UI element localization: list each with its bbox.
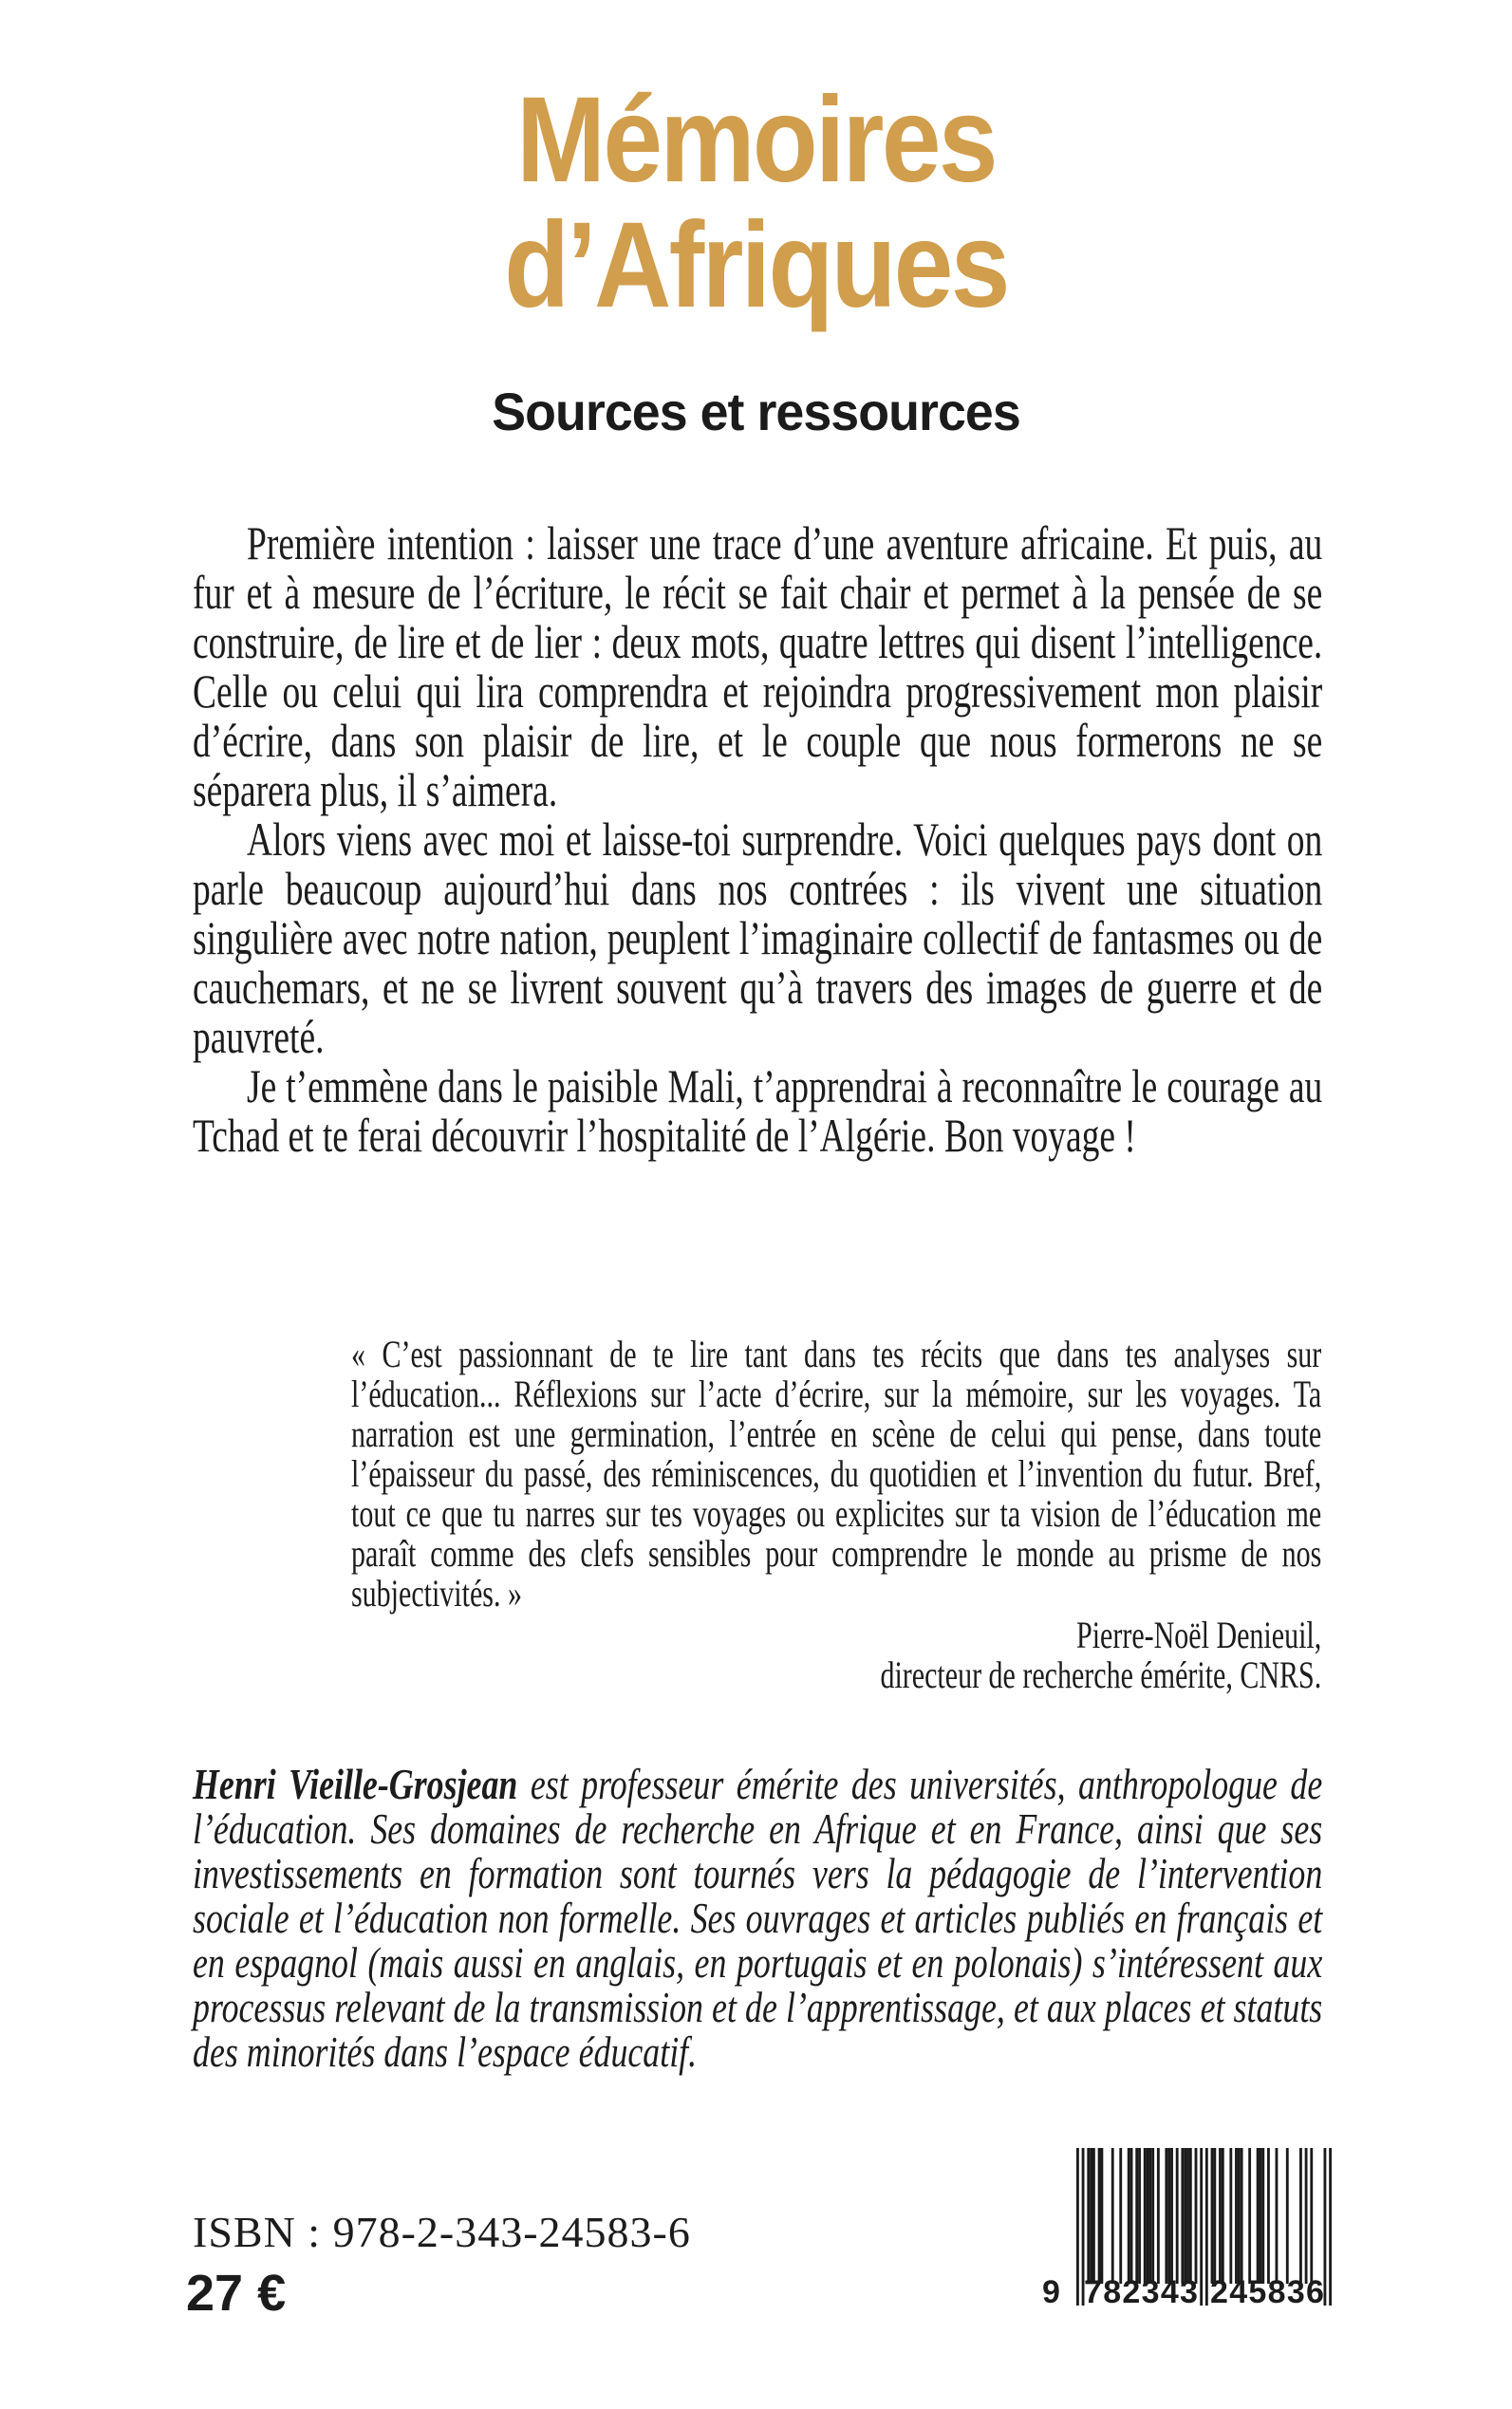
barcode-digit: 4 <box>1229 2274 1248 2310</box>
synopsis <box>193 518 1322 1160</box>
author-bio <box>193 1762 1322 2074</box>
review-quote <box>351 1335 1321 1695</box>
barcode-digit: 2 <box>1210 2274 1228 2310</box>
barcode-digit: 3 <box>1286 2274 1305 2310</box>
quote-attribution <box>351 1615 1321 1695</box>
title-line-2: d’Afriques <box>504 197 1008 333</box>
quote-attribution-name: Pierre-Noël Denieuil, <box>1076 1614 1322 1656</box>
synopsis-paragraph-1: Première intention : laisser une trace d’une aventure africaine. Et puis, au fur et à mesure de l’écriture, le récit se fait chair et permet à la pensée de se construire, de lire et de lier : deux mots, quatre lettres qui disent l’intelligence. Celle ou celui qui lira comprendra et rejoindra progressivement mon plaisir d’écrire, dans son plaisir de lire, et le couple que nous formerons ne se séparera plus, il s’aimera. <box>193 516 1323 816</box>
barcode-digit: 2 <box>1122 2274 1141 2310</box>
synopsis-paragraph-3: Je t’emmène dans le paisible Mali, t’apprendrai à reconnaître le courage au Tchad et te ferai découvrir l’hospitalité de l’Algérie. Bon voyage ! <box>193 1059 1323 1162</box>
author-bio-text: est professeur émérite des universités, anthropologue de l’éducation. Ses domaines de recherche en Afrique et en France, ainsi que ses investissements en formation sont tournés vers la pédagogie de l’intervention sociale et l’éducation non formelle. Ses ouvrages et articles publiés en français et en espagnol (mais aussi en anglais, en portugais et en polonais) s’intéressent aux processus relevant de la transmission et de l’apprentissage, et aux places et statuts des minorités dans l’espace éducatif. <box>193 1760 1323 2076</box>
quote-attribution-role: directeur de recherche émérite, CNRS. <box>880 1653 1322 1696</box>
barcode-digit: 4 <box>1160 2274 1179 2310</box>
subtitle: Sources et ressources <box>492 382 1020 441</box>
barcode-digit: 3 <box>1180 2274 1198 2310</box>
synopsis-paragraph-2: Alors viens avec moi et laisse-toi surprendre. Voici quelques pays dont on parle beaucoup aujourd’hui dans nos contrées : ils vivent une situation singulière avec notre nation, peuplent l’imaginaire collectif de fantasmes ou de cauchemars, et ne se livrent souvent qu’à travers des images de guerre et de pauvreté. <box>193 812 1323 1063</box>
author-name: Henri Vieille-Grosjean <box>193 1760 518 1808</box>
barcode-digit: 5 <box>1248 2274 1267 2310</box>
barcode-digit: 6 <box>1306 2274 1324 2310</box>
page-title <box>91 72 1422 333</box>
barcode-digit: 7 <box>1084 2274 1102 2310</box>
quote-text: « C’est passionnant de te lire tant dans tes récits que dans tes analyses sur l’éducation... Réflexions sur l’acte d’écrire, sur la mémoire, sur les voyages. Ta narration est une germination, l’entrée en scène de celui qui pense, dans toute l’épaisseur du passé, des réminiscences, du quotidien et l’invention du futur. Bref, tout ce que tu narres sur tes voyages ou explicites sur ta vision de l’éducation me paraît comme des clefs sensibles pour comprendre le monde au prisme de nos subjectivités. » <box>351 1333 1322 1615</box>
isbn-label: ISBN : 978-2-343-24583-6 <box>193 2208 691 2256</box>
barcode-left-digits <box>1084 2276 1198 2308</box>
barcode-digit: 8 <box>1103 2274 1122 2310</box>
barcode-right-digits <box>1210 2276 1324 2308</box>
barcode-digit: 8 <box>1267 2274 1286 2310</box>
barcode-digit: 3 <box>1141 2274 1160 2310</box>
barcode-first-digit: 9 <box>1042 2274 1060 2310</box>
title-line-1: Mémoires <box>516 72 996 208</box>
price-label: 27 € <box>186 2265 287 2322</box>
